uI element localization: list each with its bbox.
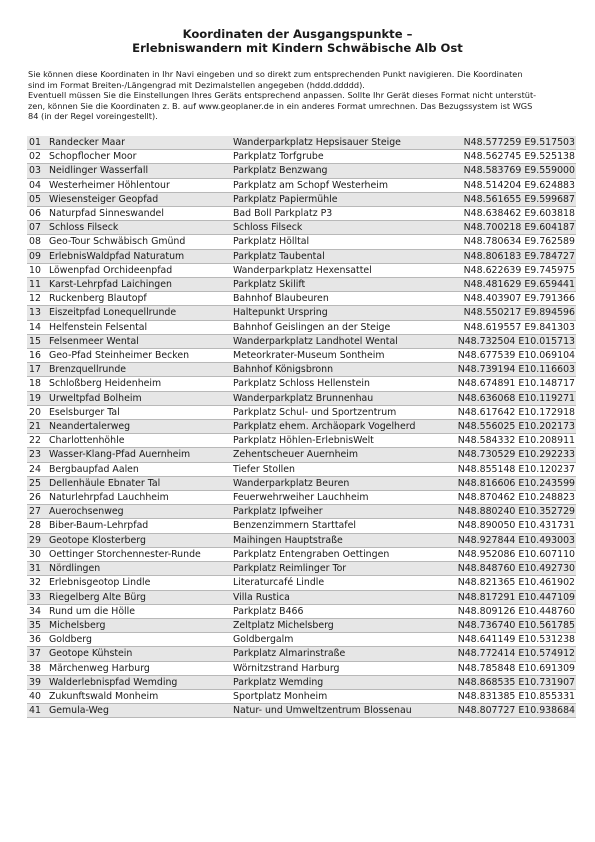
start-point: Villa Rustica: [231, 590, 443, 604]
start-point: Wanderparkplatz Hepsisauer Steige: [231, 136, 443, 150]
table-row: [27, 235, 576, 249]
trail-name: Wasser-Klang-Pfad Auernheim: [47, 448, 231, 462]
trail-name: Schloss Filseck: [47, 221, 231, 235]
start-point: Wörnitzstrand Harburg: [231, 661, 443, 675]
coordinates: N48.785848 E10.691309: [443, 661, 576, 675]
coordinates: N48.817291 E10.447109: [443, 590, 576, 604]
coordinates: N48.880240 E10.352729: [443, 505, 576, 519]
start-point: Parkplatz am Schopf Westerheim: [231, 178, 443, 192]
coordinates: N48.927844 E10.493003: [443, 533, 576, 547]
trail-name: Schloßberg Heidenheim: [47, 377, 231, 391]
table-row: [27, 547, 576, 561]
coordinates: N48.561655 E9.599687: [443, 192, 576, 206]
start-point: Schloss Filseck: [231, 221, 443, 235]
start-point: Parkplatz Schul- und Sportzentrum: [231, 405, 443, 419]
coordinates: N48.550217 E9.894596: [443, 306, 576, 320]
table-row: [27, 675, 576, 689]
start-point: Natur- und Umweltzentrum Blossenau: [231, 704, 443, 718]
coordinates: N48.583769 E9.559000: [443, 164, 576, 178]
start-point: Benzenzimmern Starttafel: [231, 519, 443, 533]
table-row: [27, 533, 576, 547]
table-row: [27, 434, 576, 448]
coordinates: N48.577259 E9.517503: [443, 136, 576, 150]
row-number: 15: [27, 334, 47, 348]
coordinates: N48.481629 E9.659441: [443, 278, 576, 292]
intro-text: [28, 69, 570, 122]
trail-name: Schopflocher Moor: [47, 150, 231, 164]
start-point: Goldbergalm: [231, 633, 443, 647]
trail-name: Löwenpfad Orchideenpfad: [47, 263, 231, 277]
start-point: Bad Boll Parkplatz P3: [231, 207, 443, 221]
intro-line: sind im Format Breiten-/Längengrad mit Dezimalstellen angegeben (hddd.ddddd).: [28, 79, 365, 90]
table-row: [27, 320, 576, 334]
table-row: [27, 349, 576, 363]
coordinates-table-body: [27, 136, 576, 718]
table-row: [27, 576, 576, 590]
coordinates: N48.890050 E10.431731: [443, 519, 576, 533]
start-point: Parkplatz Wemding: [231, 675, 443, 689]
trail-name: Brenzquellrunde: [47, 363, 231, 377]
coordinates: N48.619557 E9.841303: [443, 320, 576, 334]
row-number: 09: [27, 249, 47, 263]
coordinates: N48.736740 E10.561785: [443, 618, 576, 632]
trail-name: Bergbaupfad Aalen: [47, 462, 231, 476]
start-point: Wanderparkplatz Beuren: [231, 476, 443, 490]
table-row: [27, 661, 576, 675]
trail-name: Geotope Kühstein: [47, 647, 231, 661]
trail-name: Eselsburger Tal: [47, 405, 231, 419]
table-row: [27, 363, 576, 377]
table-row: [27, 221, 576, 235]
row-number: 04: [27, 178, 47, 192]
row-number: 24: [27, 462, 47, 476]
trail-name: Randecker Maar: [47, 136, 231, 150]
trail-name: Karst-Lehrpfad Laichingen: [47, 278, 231, 292]
row-number: 37: [27, 647, 47, 661]
row-number: 21: [27, 420, 47, 434]
table-row: [27, 164, 576, 178]
row-number: 27: [27, 505, 47, 519]
start-point: Bahnhof Königsbronn: [231, 363, 443, 377]
row-number: 13: [27, 306, 47, 320]
trail-name: Wiesensteiger Geopfad: [47, 192, 231, 206]
start-point: Haltepunkt Urspring: [231, 306, 443, 320]
start-point: Bahnhof Blaubeuren: [231, 292, 443, 306]
start-point: Tiefer Stollen: [231, 462, 443, 476]
coordinates: N48.821365 E10.461902: [443, 576, 576, 590]
trail-name: Goldberg: [47, 633, 231, 647]
row-number: 12: [27, 292, 47, 306]
trail-name: ErlebnisWaldpfad Naturatum: [47, 249, 231, 263]
coordinates: N48.870462 E10.248823: [443, 491, 576, 505]
trail-name: Westerheimer Höhlentour: [47, 178, 231, 192]
trail-name: Geotope Klosterberg: [47, 533, 231, 547]
start-point: Parkplatz Schloss Hellenstein: [231, 377, 443, 391]
table-row: [27, 292, 576, 306]
coordinates: N48.700218 E9.604187: [443, 221, 576, 235]
start-point: Parkplatz Reimlinger Tor: [231, 562, 443, 576]
row-number: 22: [27, 434, 47, 448]
coordinates: N48.806183 E9.784727: [443, 249, 576, 263]
start-point: Parkplatz Ipfweiher: [231, 505, 443, 519]
trail-name: Zukunftswald Monheim: [47, 689, 231, 703]
table-row: [27, 391, 576, 405]
start-point: Bahnhof Geislingen an der Steige: [231, 320, 443, 334]
intro-line: zen, können Sie die Koordinaten z. B. auf www.geoplaner.de in ein anderes Format umrechnen. Das Bezugssystem ist WGS: [28, 100, 533, 111]
row-number: 18: [27, 377, 47, 391]
start-point: Wanderparkplatz Landhotel Wental: [231, 334, 443, 348]
start-point: Wanderparkplatz Brunnenhau: [231, 391, 443, 405]
coordinates: N48.772414 E10.574912: [443, 647, 576, 661]
trail-name: Geo-Tour Schwäbisch Gmünd: [47, 235, 231, 249]
row-number: 03: [27, 164, 47, 178]
table-row: [27, 647, 576, 661]
table-row: [27, 334, 576, 348]
table-row: [27, 519, 576, 533]
document-title: [0, 27, 595, 55]
row-number: 08: [27, 235, 47, 249]
row-number: 34: [27, 604, 47, 618]
row-number: 39: [27, 675, 47, 689]
row-number: 30: [27, 547, 47, 561]
row-number: 35: [27, 618, 47, 632]
start-point: Parkplatz Taubental: [231, 249, 443, 263]
row-number: 06: [27, 207, 47, 221]
coordinates: N48.855148 E10.120237: [443, 462, 576, 476]
start-point: Zehentscheuer Auernheim: [231, 448, 443, 462]
coordinates: N48.674891 E10.148717: [443, 377, 576, 391]
row-number: 07: [27, 221, 47, 235]
start-point: Parkplatz Torfgrube: [231, 150, 443, 164]
row-number: 29: [27, 533, 47, 547]
trail-name: Felsenmeer Wental: [47, 334, 231, 348]
trail-name: Naturpfad Sinneswandel: [47, 207, 231, 221]
coordinates: N48.514204 E9.624883: [443, 178, 576, 192]
trail-name: Eiszeitpfad Lonequellrunde: [47, 306, 231, 320]
coordinates: N48.636068 E10.119271: [443, 391, 576, 405]
row-number: 33: [27, 590, 47, 604]
trail-name: Gemula-Weg: [47, 704, 231, 718]
coordinates: N48.562745 E9.525138: [443, 150, 576, 164]
table-row: [27, 136, 576, 150]
coordinates: N48.677539 E10.069104: [443, 349, 576, 363]
start-point: Literaturcafé Lindle: [231, 576, 443, 590]
trail-name: Naturlehrpfad Lauchheim: [47, 491, 231, 505]
coordinates: N48.816606 E10.243599: [443, 476, 576, 490]
row-number: 32: [27, 576, 47, 590]
table-row: [27, 249, 576, 263]
coordinates: N48.739194 E10.116603: [443, 363, 576, 377]
row-number: 10: [27, 263, 47, 277]
start-point: Zeltplatz Michelsberg: [231, 618, 443, 632]
trail-name: Urweltpfad Bolheim: [47, 391, 231, 405]
row-number: 31: [27, 562, 47, 576]
coordinates: N48.809126 E10.448760: [443, 604, 576, 618]
table-row: [27, 604, 576, 618]
coordinates: N48.730529 E10.292233: [443, 448, 576, 462]
row-number: 14: [27, 320, 47, 334]
table-row: [27, 704, 576, 718]
title-line-1: Koordinaten der Ausgangspunkte –: [182, 27, 413, 41]
trail-name: Biber-Baum-Lehrpfad: [47, 519, 231, 533]
table-row: [27, 618, 576, 632]
table-row: [27, 306, 576, 320]
row-number: 17: [27, 363, 47, 377]
table-row: [27, 462, 576, 476]
start-point: Wanderparkplatz Hexensattel: [231, 263, 443, 277]
table-row: [27, 178, 576, 192]
start-point: Parkplatz Höhlen-ErlebnisWelt: [231, 434, 443, 448]
table-row: [27, 689, 576, 703]
title-line-2: Erlebniswandern mit Kindern Schwäbische Alb Ost: [132, 41, 463, 55]
trail-name: Rund um die Hölle: [47, 604, 231, 618]
intro-line: Eventuell müssen Sie die Einstellungen Ihres Geräts entsprechend anpassen. Sollte Ihr Gerät dieses Format nicht unterstüt-: [28, 90, 537, 101]
trail-name: Michelsberg: [47, 618, 231, 632]
start-point: Parkplatz Benzwang: [231, 164, 443, 178]
row-number: 16: [27, 349, 47, 363]
row-number: 26: [27, 491, 47, 505]
row-number: 01: [27, 136, 47, 150]
trail-name: Ruckenberg Blautopf: [47, 292, 231, 306]
coordinates: N48.617642 E10.172918: [443, 405, 576, 419]
coordinates: N48.831385 E10.855331: [443, 689, 576, 703]
row-number: 23: [27, 448, 47, 462]
start-point: Parkplatz Skilift: [231, 278, 443, 292]
coordinates: N48.732504 E10.015713: [443, 334, 576, 348]
table-row: [27, 278, 576, 292]
trail-name: Helfenstein Felsental: [47, 320, 231, 334]
trail-name: Geo-Pfad Steinheimer Becken: [47, 349, 231, 363]
start-point: Meteorkrater-Museum Sontheim: [231, 349, 443, 363]
row-number: 40: [27, 689, 47, 703]
trail-name: Auerochsenweg: [47, 505, 231, 519]
table-row: [27, 405, 576, 419]
row-number: 36: [27, 633, 47, 647]
coordinates: N48.807727 E10.938684: [443, 704, 576, 718]
coordinates-table: [27, 136, 576, 718]
start-point: Parkplatz Hölltal: [231, 235, 443, 249]
table-row: [27, 505, 576, 519]
row-number: 02: [27, 150, 47, 164]
table-row: [27, 192, 576, 206]
trail-name: Neandertalerweg: [47, 420, 231, 434]
table-row: [27, 207, 576, 221]
coordinates: N48.403907 E9.791366: [443, 292, 576, 306]
row-number: 20: [27, 405, 47, 419]
trail-name: Charlottenhöhle: [47, 434, 231, 448]
coordinates: N48.952086 E10.607110: [443, 547, 576, 561]
trail-name: Märchenweg Harburg: [47, 661, 231, 675]
row-number: 41: [27, 704, 47, 718]
row-number: 05: [27, 192, 47, 206]
start-point: Maihingen Hauptstraße: [231, 533, 443, 547]
table-row: [27, 263, 576, 277]
trail-name: Nördlingen: [47, 562, 231, 576]
trail-name: Neidlinger Wasserfall: [47, 164, 231, 178]
start-point: Parkplatz ehem. Archäopark Vogelherd: [231, 420, 443, 434]
coordinates: N48.780634 E9.762589: [443, 235, 576, 249]
trail-name: Erlebnisgeotop Lindle: [47, 576, 231, 590]
table-row: [27, 590, 576, 604]
table-row: [27, 420, 576, 434]
coordinates: N48.638462 E9.603818: [443, 207, 576, 221]
start-point: Parkplatz B466: [231, 604, 443, 618]
row-number: 19: [27, 391, 47, 405]
coordinates: N48.868535 E10.731907: [443, 675, 576, 689]
coordinates: N48.641149 E10.531238: [443, 633, 576, 647]
trail-name: Riegelberg Alte Bürg: [47, 590, 231, 604]
coordinates: N48.848760 E10.492730: [443, 562, 576, 576]
coordinates: N48.622639 E9.745975: [443, 263, 576, 277]
intro-line: 84 (in der Regel voreingestellt).: [28, 111, 158, 122]
trail-name: Oettinger Storchennester-Runde: [47, 547, 231, 561]
row-number: 28: [27, 519, 47, 533]
row-number: 38: [27, 661, 47, 675]
trail-name: Walderlebnispfad Wemding: [47, 675, 231, 689]
table-row: [27, 448, 576, 462]
start-point: Parkplatz Entengraben Oettingen: [231, 547, 443, 561]
table-row: [27, 562, 576, 576]
table-row: [27, 491, 576, 505]
start-point: Feuerwehrweiher Lauchheim: [231, 491, 443, 505]
row-number: 11: [27, 278, 47, 292]
row-number: 25: [27, 476, 47, 490]
start-point: Sportplatz Monheim: [231, 689, 443, 703]
intro-line: Sie können diese Koordinaten in Ihr Navi eingeben und so direkt zum entsprechenden Punkt navigieren. Die Koordinaten: [28, 69, 523, 79]
coordinates: N48.584332 E10.208911: [443, 434, 576, 448]
trail-name: Dellenhäule Ebnater Tal: [47, 476, 231, 490]
table-row: [27, 633, 576, 647]
coordinates: N48.556025 E10.202173: [443, 420, 576, 434]
table-row: [27, 476, 576, 490]
table-row: [27, 150, 576, 164]
table-row: [27, 377, 576, 391]
start-point: Parkplatz Papiermühle: [231, 192, 443, 206]
start-point: Parkplatz Almarinstraße: [231, 647, 443, 661]
